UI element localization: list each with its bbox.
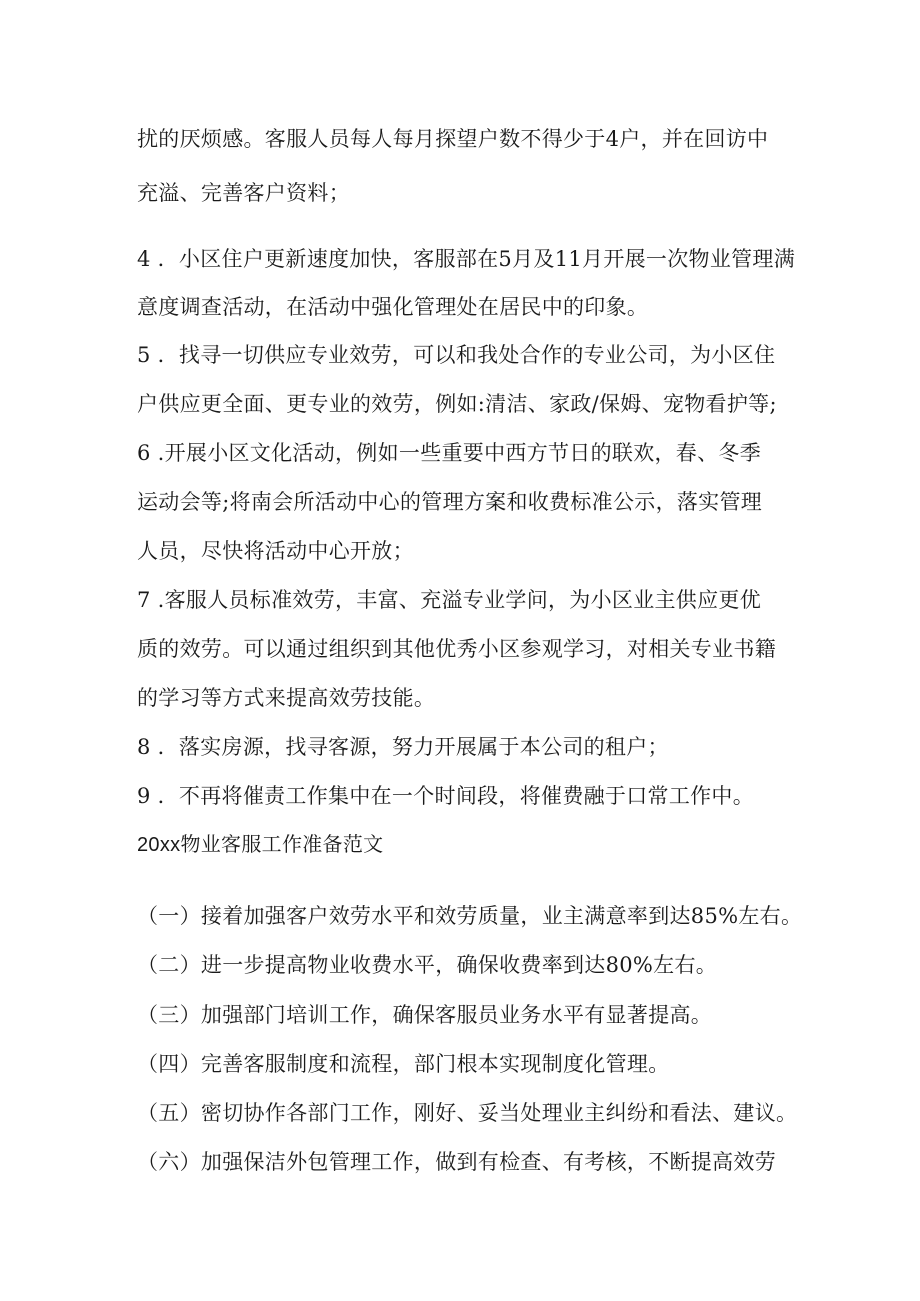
item-5-line-1: 5 ．找寻一切供应专业效劳，可以和我处合作的专业公司，为小区住 [137,343,776,367]
goal-4: （四）完善客服制度和流程，部门根本实现制度化管理。 [137,1052,670,1076]
item-4-line-1: 4 ．小区住户更新速度加快，客服部在5月及11月开展一次物业管理满 [137,247,796,271]
goal-5: （五）密切协作各部门工作，刚好、妥当处理业主纠纷和看法、建议。 [137,1101,798,1125]
item-9-line: 9 ．不再将催责工作集中在一个时间段，将催费融于口常工作中。 [137,784,755,808]
item-6-line-1: 6 .开展小区文化活动，例如一些重要中西方节日的联欢，春、冬季 [137,441,762,465]
goal-1: （一）接着加强客户效劳水平和效劳质量，业主满意率到达85%左右。 [137,904,803,928]
item-7-line-3: 的学习等方式来提高效劳技能。 [137,686,436,710]
goal-6: （六）加强保洁外包管理工作，做到有检查、有考核，不断提高效劳 [137,1150,776,1174]
item-6-line-3: 人员，尽快将活动中心开放； [137,539,414,563]
item-7-line-2: 质的效劳。可以通过组织到其他优秀小区参观学习，对相关专业书籍 [137,637,776,661]
goal-3: （三）加强部门培训工作，确保客服员业务水平有显著提高。 [137,1003,713,1027]
goal-2: （二）进一步提高物业收费水平，确保收费率到达80%左右。 [137,953,718,977]
section-title: 20xx物业客服工作准备范文 [137,834,384,856]
item-5-line-2: 户供应更全面、更专业的效劳，例如:清洁、家政/保姆、宠物看护等; [137,392,777,416]
item-6-line-2: 运动会等;将南会所活动中心的管理方案和收费标准公示，落实管理 [137,490,763,514]
item-8-line: 8 ．落实房源，找寻客源，努力开展属于本公司的租户； [137,735,669,759]
body-line-1: 扰的厌烦感。客服人员每人每月探望户数不得少于4户，并在回访中 [137,127,769,151]
item-4-line-2: 意度调查活动，在活动中强化管理处在居民中的印象。 [137,295,649,319]
item-7-line-1: 7 .客服人员标准效劳，丰富、充溢专业学问，为小区业主供应更优 [137,588,762,612]
body-line-2: 充溢、完善客户资料； [137,181,350,205]
